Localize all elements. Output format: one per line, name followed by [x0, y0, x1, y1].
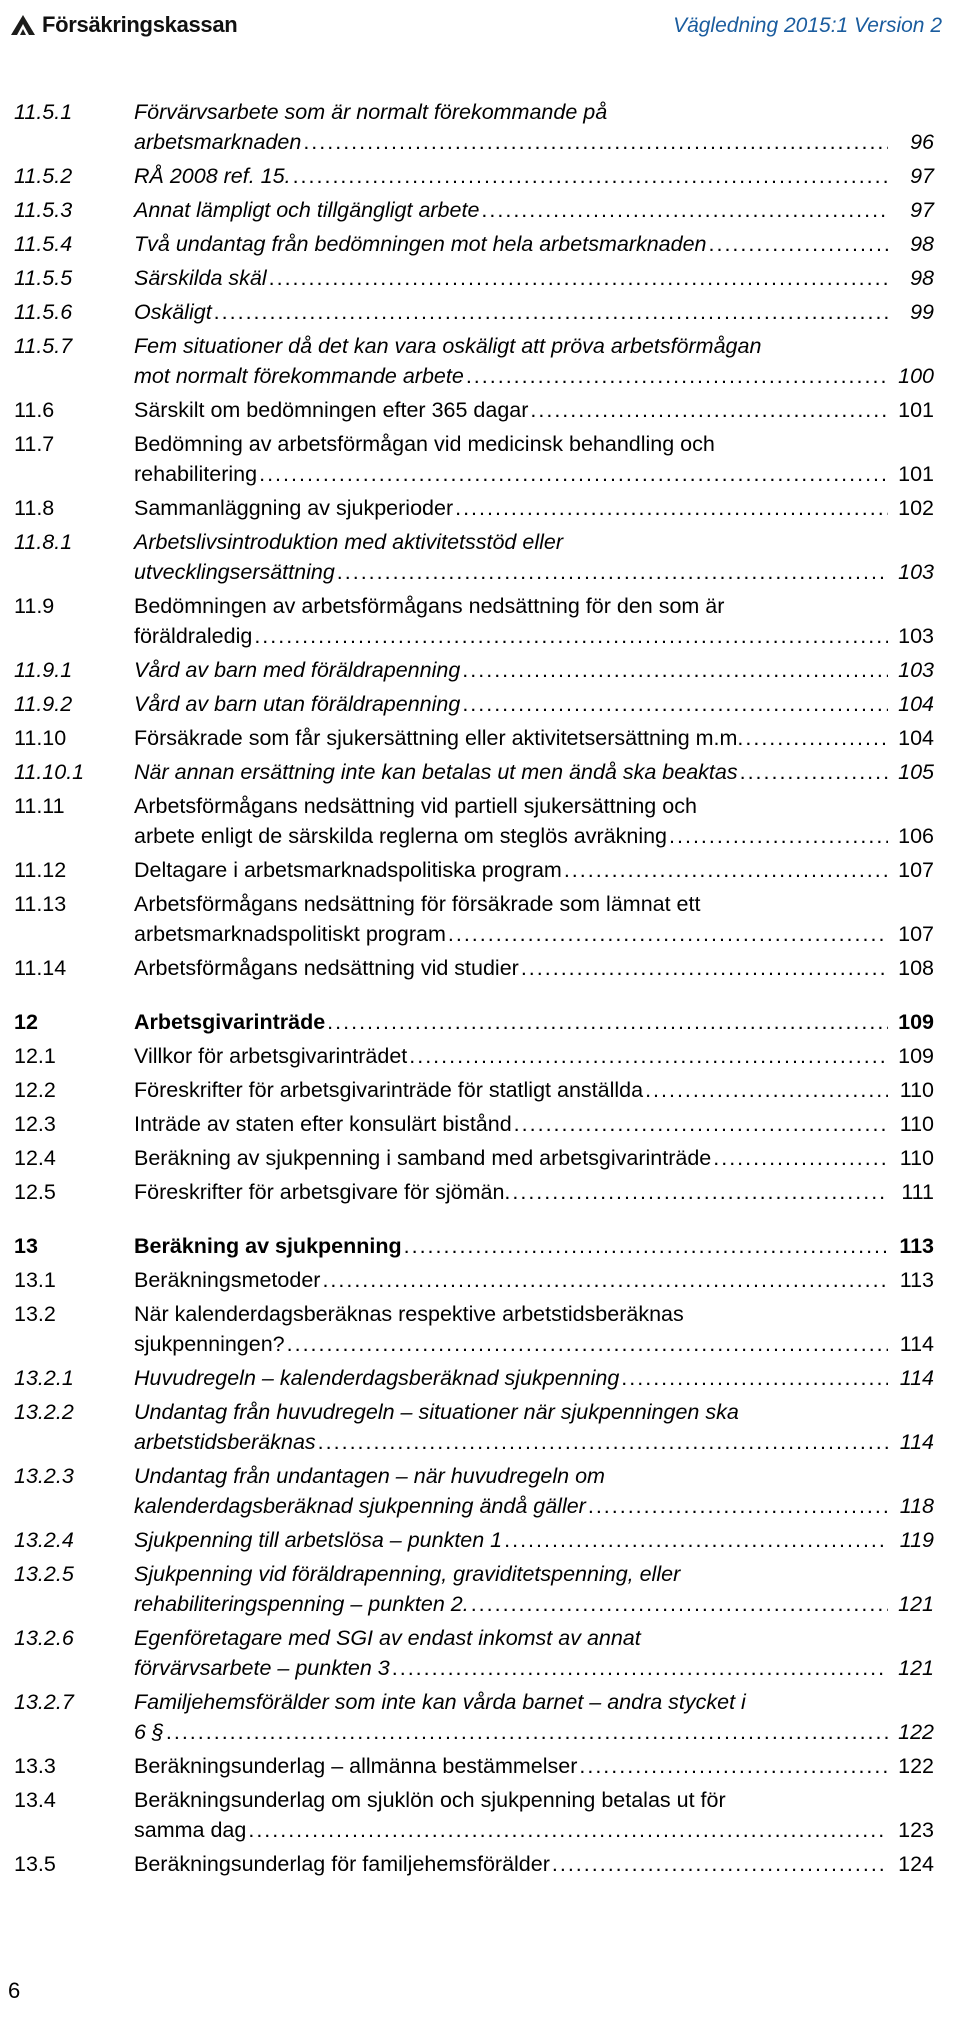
dot-leader [448, 919, 888, 949]
toc-entry-title: Bedömningen av arbetsförmågans nedsättning för den som är [134, 594, 725, 618]
toc-entry-page: 103 [898, 624, 934, 648]
toc-entry-title: RÅ 2008 ref. 15. [134, 164, 291, 188]
dot-leader [318, 1427, 888, 1457]
toc-entry-title: arbete enligt de särskilda reglerna om steglös avräkning [134, 824, 668, 848]
toc-entry-title: Vård av barn med föräldrapenning [134, 658, 461, 682]
toc-entry-number: 13.2.3 [14, 1464, 74, 1488]
toc-entry[interactable] [14, 757, 934, 787]
toc-entry-page: 109 [898, 1044, 934, 1068]
toc-entry-title: Särskilt om bedömningen efter 365 dagar [134, 398, 529, 422]
dot-leader [512, 1177, 888, 1207]
toc-entry[interactable] [14, 1363, 934, 1393]
toc-entry-title: rehabilitering [134, 462, 258, 486]
toc-entry-number: 11.13 [14, 892, 67, 916]
dot-leader [579, 1751, 888, 1781]
toc-entry-page: 114 [899, 1430, 934, 1454]
toc-entry-title: utvecklingsersättning [134, 560, 335, 584]
toc-entry-title: När annan ersättning inte kan betalas ut men ändå ska beaktas [134, 760, 738, 784]
toc-entry-page: 108 [898, 956, 934, 980]
toc-entry-number: 12 [14, 1010, 38, 1034]
toc-entry-page: 119 [899, 1528, 934, 1552]
toc-entry-title: Inträde av staten efter konsulärt bistånd [134, 1112, 512, 1136]
toc-entry[interactable] [14, 1007, 934, 1037]
dot-leader [740, 757, 888, 787]
toc-entry[interactable] [14, 429, 934, 489]
dot-leader [214, 297, 888, 327]
toc-entry-page: 98 [910, 266, 934, 290]
dot-leader [564, 855, 888, 885]
toc-entry-title: Sjukpenning vid föräldrapenning, graviditetspenning, eller [134, 1562, 681, 1586]
toc-entry-title: sjukpenningen? [134, 1332, 285, 1356]
toc-entry[interactable] [14, 527, 934, 587]
toc-entry-title: Beräkningsunderlag för familjehemsförälder [134, 1852, 550, 1876]
toc-entry-page: 101 [898, 398, 934, 422]
toc-entry-page: 105 [898, 760, 934, 784]
toc-entry-number: 12.1 [14, 1044, 56, 1068]
toc-entry-number: 13.2.4 [14, 1528, 74, 1552]
toc-entry-number: 13.2.6 [14, 1626, 74, 1650]
dot-leader [504, 1525, 888, 1555]
toc-entry-title: Försäkrade som får sjukersättning eller aktivitetsersättning m.m. [134, 726, 744, 750]
dot-leader [521, 953, 888, 983]
toc-entry[interactable] [14, 1397, 934, 1457]
toc-entry[interactable] [14, 161, 934, 191]
toc-entry[interactable] [14, 689, 934, 719]
toc-entry-number: 13.2.2 [14, 1400, 74, 1424]
logo-text: Försäkringskassan [42, 12, 238, 37]
document-version: Vägledning 2015:1 Version 2 [673, 14, 942, 37]
dot-leader [462, 689, 888, 719]
toc-entry[interactable] [14, 229, 934, 259]
toc-entry-page: 102 [898, 496, 934, 520]
toc-entry[interactable] [14, 1461, 934, 1521]
dot-leader [455, 493, 888, 523]
toc-entry-page: 101 [898, 462, 934, 486]
logo [10, 12, 237, 38]
dot-leader [471, 1589, 888, 1619]
toc-entry-title: samma dag [134, 1818, 247, 1842]
toc-entry-page: 104 [898, 726, 934, 750]
dot-leader [303, 127, 888, 157]
toc-entry-number: 11.10.1 [14, 760, 85, 784]
toc-entry-page: 106 [898, 824, 934, 848]
toc-entry-title: Arbetslivsintroduktion med aktivitetsstöd eller [134, 530, 563, 554]
toc-entry-number: 11.5.5 [14, 266, 73, 290]
dot-leader [552, 1849, 888, 1879]
toc-entry-title: Beräkningsunderlag – allmänna bestämmelser [134, 1754, 578, 1778]
toc-entry-title: Oskäligt [134, 300, 212, 324]
toc-entry-title: Beräkningsmetoder [134, 1268, 321, 1292]
dot-leader [254, 621, 888, 651]
toc-entry-number: 11.5.6 [14, 300, 73, 324]
toc-entry-title: Arbetsgivarinträde [134, 1010, 326, 1034]
dot-leader [322, 1265, 888, 1295]
toc-entry[interactable] [14, 1231, 934, 1261]
dot-leader [588, 1491, 888, 1521]
toc-entry-title: Beräkning av sjukpenning [134, 1234, 402, 1258]
toc-entry-number: 13.2.5 [14, 1562, 74, 1586]
toc-entry-title: mot normalt förekommande arbete [134, 364, 464, 388]
dot-leader [466, 361, 888, 391]
toc-entry-title: Beräkningsunderlag om sjuklön och sjukpenning betalas ut för [134, 1788, 726, 1812]
toc-entry-page: 110 [899, 1146, 934, 1170]
toc-entry-number: 13.2.1 [14, 1366, 74, 1390]
toc-entry[interactable] [14, 1525, 934, 1555]
dot-leader [166, 1717, 888, 1747]
toc-entry-page: 113 [899, 1268, 934, 1292]
toc-entry-number: 13.5 [14, 1852, 56, 1876]
toc-entry-title: Beräkning av sjukpenning i samband med arbetsgivarinträde [134, 1146, 712, 1170]
toc-entry-number: 11.9.2 [14, 692, 73, 716]
toc-entry-title: kalenderdagsberäknad sjukpenning ändå gäller [134, 1494, 586, 1518]
toc-entry[interactable] [14, 791, 934, 851]
toc-entry-page: 103 [898, 560, 934, 584]
toc-entry-page: 107 [898, 858, 934, 882]
toc-entry-number: 12.2 [14, 1078, 56, 1102]
dot-leader [669, 821, 888, 851]
toc-entry-page: 96 [910, 130, 934, 154]
dot-leader [392, 1653, 888, 1683]
toc-entry-title: Fem situationer då det kan vara oskäligt att pröva arbetsförmågan [134, 334, 762, 358]
toc-entry-title: Annat lämpligt och tillgängligt arbete [134, 198, 480, 222]
toc-entry-page: 109 [898, 1010, 934, 1034]
toc-entry-number: 12.5 [14, 1180, 56, 1204]
dot-leader [404, 1231, 888, 1261]
toc-entry-title: Arbetsförmågans nedsättning för försäkrade som lämnat ett [134, 892, 701, 916]
toc-entry[interactable] [14, 1299, 934, 1359]
toc-entry-page: 121 [898, 1656, 934, 1680]
toc-entry-title: Huvudregeln – kalenderdagsberäknad sjukpenning [134, 1366, 620, 1390]
toc-entry-page: 114 [899, 1366, 934, 1390]
dot-leader [259, 459, 888, 489]
toc-entry-title: Undantag från huvudregeln – situationer när sjukpenningen ska [134, 1400, 739, 1424]
toc-entry-number: 12.3 [14, 1112, 56, 1136]
dot-leader [645, 1075, 888, 1105]
toc-entry-title: Vård av barn utan föräldrapenning [134, 692, 461, 716]
toc-entry-page: 107 [898, 922, 934, 946]
toc-entry-number: 13 [14, 1234, 38, 1258]
toc-entry-number: 11.5.2 [14, 164, 73, 188]
toc-entry[interactable] [14, 1623, 934, 1683]
dot-leader [514, 1109, 888, 1139]
toc-entry-title: Sjukpenning till arbetslösa – punkten 1 [134, 1528, 503, 1552]
dot-leader [269, 263, 888, 293]
toc-entry-page: 97 [910, 164, 934, 188]
page-header [0, 0, 960, 44]
toc-entry-title: Egenföretagare med SGI av endast inkomst av annat [134, 1626, 641, 1650]
toc-entry-page: 100 [898, 364, 934, 388]
toc-entry-title: arbetsmarknadspolitiskt program [134, 922, 446, 946]
toc-entry[interactable] [14, 1751, 934, 1781]
toc-entry-number: 13.3 [14, 1754, 56, 1778]
toc-entry[interactable] [14, 1143, 934, 1173]
toc-entry-page: 110 [899, 1078, 934, 1102]
toc-entry-title: 6 § [134, 1720, 164, 1744]
toc-entry-title: Två undantag från bedömningen mot hela arbetsmarknaden [134, 232, 707, 256]
toc-entry[interactable] [14, 297, 934, 327]
toc-entry[interactable] [14, 723, 934, 753]
toc-entry-title: arbetstidsberäknas [134, 1430, 316, 1454]
toc-entry-number: 12.4 [14, 1146, 56, 1170]
toc-entry-number: 11.11 [14, 794, 65, 818]
toc-entry[interactable] [14, 493, 934, 523]
shield-logo-icon [10, 14, 36, 36]
toc-entry[interactable] [14, 1265, 934, 1295]
toc-entry-number: 11.8.1 [14, 530, 73, 554]
toc-entry-number: 11.12 [14, 858, 67, 882]
toc-entry-title: Undantag från undantagen – när huvudregeln om [134, 1464, 605, 1488]
toc-entry-title: Bedömning av arbetsförmågan vid medicinsk behandling och [134, 432, 715, 456]
toc-entry-page: 104 [898, 692, 934, 716]
toc-entry-number: 11.8 [14, 496, 55, 520]
toc-entry-title: Sammanläggning av sjukperioder [134, 496, 454, 520]
toc-entry-page: 110 [899, 1112, 934, 1136]
toc-entry-number: 13.2 [14, 1302, 56, 1326]
toc-entry-page: 118 [899, 1494, 934, 1518]
toc-entry-number: 11.7 [14, 432, 55, 456]
toc-entry-number: 13.4 [14, 1788, 56, 1812]
toc-entry-title: Särskilda skäl [134, 266, 267, 290]
toc-entry-title: föräldraledig [134, 624, 253, 648]
toc-entry-title: Villkor för arbetsgivarinträdet [134, 1044, 408, 1068]
toc-entry-page: 103 [898, 658, 934, 682]
toc-entry-title: arbetsmarknaden [134, 130, 302, 154]
toc-entry-number: 11.5.1 [14, 100, 73, 124]
dot-leader [713, 1143, 888, 1173]
toc-entry-page: 99 [910, 300, 934, 324]
toc-entry[interactable] [14, 331, 934, 391]
toc-entry-number: 11.5.3 [14, 198, 73, 222]
toc-entry[interactable] [14, 591, 934, 651]
toc-entry[interactable] [14, 1075, 934, 1105]
toc-entry-title: Föreskrifter för arbetsgivarinträde för statligt anställda [134, 1078, 644, 1102]
toc-entry-page: 98 [910, 232, 934, 256]
dot-leader [530, 395, 888, 425]
toc-entry[interactable] [14, 1041, 934, 1071]
toc-entry-title: Arbetsförmågans nedsättning vid studier [134, 956, 519, 980]
toc-entry-title: Familjehemsförälder som inte kan vårda barnet – andra stycket i [134, 1690, 746, 1714]
dot-leader [481, 195, 888, 225]
toc-entry-page: 97 [910, 198, 934, 222]
toc-entry-page: 111 [901, 1180, 934, 1204]
dot-leader [337, 557, 888, 587]
toc-entry-page: 114 [899, 1332, 934, 1356]
toc-entry-number: 11.14 [14, 956, 67, 980]
dot-leader [293, 161, 888, 191]
toc-entry[interactable] [14, 395, 934, 425]
toc-entry-page: 122 [898, 1720, 934, 1744]
dot-leader [409, 1041, 888, 1071]
toc-entry-number: 11.6 [14, 398, 55, 422]
dot-leader [287, 1329, 888, 1359]
dot-leader [709, 229, 888, 259]
dot-leader [621, 1363, 888, 1393]
toc-entry-page: 122 [898, 1754, 934, 1778]
dot-leader [327, 1007, 888, 1037]
toc-entry-number: 11.9.1 [14, 658, 73, 682]
toc-entry-title: Arbetsförmågans nedsättning vid partiell sjukersättning och [134, 794, 697, 818]
toc-entry[interactable] [14, 1559, 934, 1619]
toc-entry-number: 11.9 [14, 594, 55, 618]
toc-entry-page: 121 [898, 1592, 934, 1616]
toc-entry-number: 11.5.7 [14, 334, 73, 358]
page-number: 6 [8, 1978, 21, 2003]
toc-entry[interactable] [14, 1109, 934, 1139]
toc-entry[interactable] [14, 1849, 934, 1879]
toc-entry-number: 11.5.4 [14, 232, 73, 256]
toc-entry[interactable] [14, 1177, 934, 1207]
toc-entry-number: 13.1 [14, 1268, 56, 1292]
toc-entry-page: 113 [899, 1234, 934, 1258]
toc-entry[interactable] [14, 953, 934, 983]
toc-entry-title: förvärvsarbete – punkten 3 [134, 1656, 390, 1680]
toc-entry-title: Deltagare i arbetsmarknadspolitiska program [134, 858, 562, 882]
toc-entry[interactable] [14, 1785, 934, 1845]
toc-entry[interactable] [14, 263, 934, 293]
toc-entry-title: Förvärvsarbete som är normalt förekommande på [134, 100, 608, 124]
toc-entry-title: När kalenderdagsberäknas respektive arbetstidsberäknas [134, 1302, 684, 1326]
toc-entry[interactable] [14, 195, 934, 225]
toc-entry-title: Föreskrifter för arbetsgivare för sjömän. [134, 1180, 511, 1204]
toc-entry[interactable] [14, 97, 934, 157]
toc-entry-title: rehabiliteringspenning – punkten 2. [134, 1592, 469, 1616]
toc-entry-page: 124 [898, 1852, 934, 1876]
toc-entry-number: 11.10 [14, 726, 67, 750]
toc-entry-number: 13.2.7 [14, 1690, 74, 1714]
dot-leader [248, 1815, 888, 1845]
toc-entry[interactable] [14, 1687, 934, 1747]
dot-leader [462, 655, 888, 685]
toc-entry[interactable] [14, 655, 934, 685]
table-of-contents [14, 97, 934, 1883]
toc-entry[interactable] [14, 889, 934, 949]
toc-entry-page: 123 [898, 1818, 934, 1842]
toc-entry[interactable] [14, 855, 934, 885]
dot-leader [745, 723, 888, 753]
